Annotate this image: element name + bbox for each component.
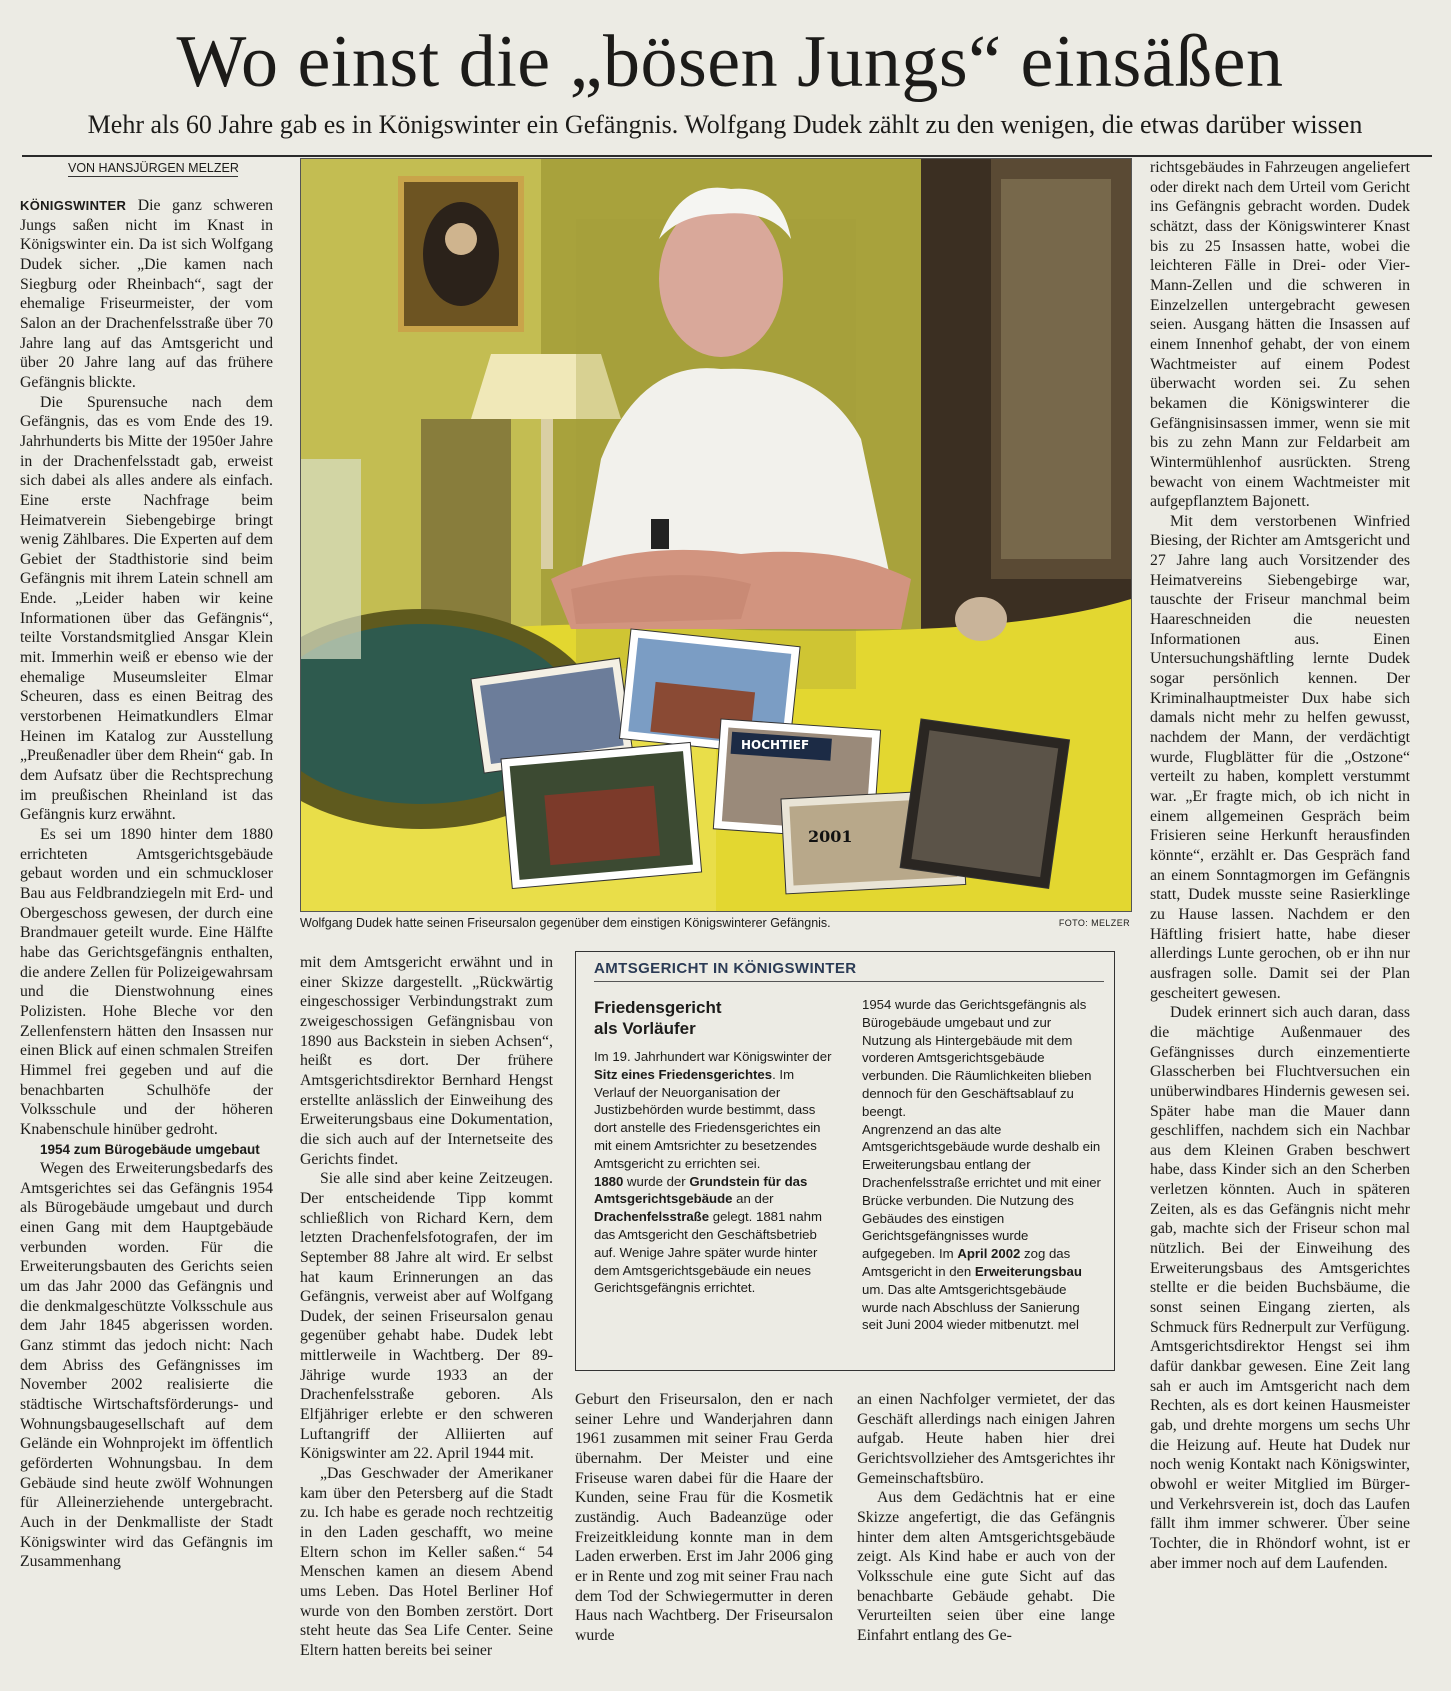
info-box-column-1: [594, 1048, 834, 1366]
byline: VON HANSJÜRGEN MELZER: [68, 161, 239, 175]
info-box-paragraph: Im 19. Jahrhundert war Königswinter der Sitz eines Friedensgerichtes. Im Verlauf der Neuorganisation der Justizbehörden wurde bestimmt, dass dort anstelle des Friedensgerichtes ein mit einem Amtsrichter zu besetzendes Amtsgericht zu errichten sei.: [594, 1049, 832, 1171]
info-box-title-line: als Vorläufer: [594, 1019, 696, 1038]
paragraph: [20, 196, 273, 393]
info-box-title-line: Friedensgericht: [594, 998, 722, 1017]
info-box-column-2: [862, 996, 1102, 1368]
top-rule: [22, 155, 1432, 157]
info-box-paragraph: Angrenzend an das alte Amtsgerichtsgebäude wurde deshalb ein Erweiterungsbau entlang der Drachenfelsstraße errichtet und mit einer Brücke verbunden. Die Nutzung des Gebäudes des einstigen Gerichtsgefängnisses wurde aufgegeben. Im April 2002 zog das Amtsgericht in den Erweiterungsbau um. Das alte Amtsgerichtsgebäude wurde nach Abschluss der Sanierung seit Juni 2004 wieder mitbenutzt. mel: [862, 1121, 1101, 1333]
headline: Wo einst die „bösen Jungs“ einsäßen: [176, 21, 1284, 103]
photo-illustration: [301, 159, 1131, 911]
article-column-1: [20, 196, 273, 1676]
paragraph-text: Die ganz schweren Jungs saßen nicht im Knast in Königswinter ein. Da ist sich Wolfgang Dudek sicher. „Die kamen nach Siegburg oder Rheinbach“, sagt der ehemalige Friseurmeister, der vom Salon an der Drachenfelsstraße über 70 Jahre lang auf das Amtsgericht und über 20 Jahre lang auf das frühere Gefängnis blickte.: [20, 197, 273, 391]
article-column-5: [1150, 158, 1410, 1678]
paragraph: Die Spurensuche nach dem Gefängnis, das es vom Ende des 19. Jahrhunderts bis Mitte der 1950er Jahre in der Drachenfelsstadt gab, erweist sich dabei als alles andere als einfach. Eine erste Nachfrage beim Heimatverein Siebengebirge bringt wenig Zählbares. Die Experten auf dem Gebiet der Stadthistorie sind beim Gefängnis mit ihrem Latein schnell am Ende. „Leider haben wir keine Informationen über das Gefängnis“, teilte Vorstandsmitglied Ansgar Klein mit. Immerhin weiß er ebenso wie der ehemalige Museumsleiter Elmar Scheuren, dass es einen Beitrag des verstorbenen Heimatkundlers Elmar Heinen im Katalog zur Ausstellung „Preußenadler über dem Rhein“ gab. In dem Aufsatz über die Rechtsprechung im preußischen Rheinland ist das Gefängnis kurz erwähnt.: [20, 393, 273, 824]
paragraph: Dudek erinnert sich auch daran, dass die mächtige Außenmauer des Gefängnisses durch einzementierte Glasscherben bei Fluchtversuchen ein unüberwindbares Hindernis gewesen sei. Später habe man die Mauer dann geschliffen, nachdem sich ein Nachbar aus dem Kleinen Graben beschwert habe, dass Kinder sich an den Scherben verletzen könnten. Auch in späteren Zeiten, als es das Gefängnis nicht mehr gab, machte sich der Friseur schon mal nützlich. Bei der Einweihung des Erweiterungsbaus des Amtsgerichtes stellte er die beiden Buchsbäume, die sonst seinen Eingang zierten, als Schmuck fürs Rednerpult zur Verfügung. Amtsgerichtsdirektor Hengst sei ihm dafür dankbar gewesen. Eine Zeit lang sah er auch im Amtsgericht nach dem Rechten, als es dort keinen Hausmeister gab, und drehte morgens um sechs Uhr die Heizung auf. Heute hat Dudek nur noch wenig Kontakt nach Königswinter, obwohl er weiter Mitglied im Bürger- und Verkehrsverein ist, doch das Laufen fällt ihm immer schwerer. Über seine Tochter, die in Rhöndorf wohnt, ist er aber immer noch auf dem Laufenden.: [1150, 1004, 1410, 1572]
paragraph: „Das Geschwader der Amerikaner kam über den Petersberg auf die Stadt zu. Ich habe es gerade noch rechtzeitig in den Laden geschafft, wo meine Eltern schon im Keller saßen.“ 54 Menschen kamen an diesem Abend ums Leben. Das Hotel Berliner Hof wurde von den Bomben zerstört. Dort steht heute das Sea Life Center. Seine Eltern hatten bereits bei seiner: [300, 1465, 553, 1659]
photo-label-sign: HOCHTIEF: [741, 738, 810, 752]
paragraph: mit dem Amtsgericht erwähnt und in einer Skizze dargestellt. „Rückwärtig eingeschossiger Verbindungstrakt zum zweigeschossigen Gefängnisbau von 1890 aus Backstein in sieben Achsen“, heißt es dort. Der frühere Amtsgerichtsdirektor Bernhard Hengst erstellte anlässlich der Einweihung des Erweiterungsbaus eine Dokumentation, die sich auch auf der Internetseite des Gerichts findet.: [300, 954, 553, 1168]
photo-credit: FOTO: MELZER: [1058, 918, 1130, 928]
paragraph: Sie alle sind aber keine Zeitzeugen. Der entscheidende Tipp kommt schließlich von Richard Kern, dem letzten Drachenfelsfotografen, der im September 88 Jahre alt wird. Er selbst hat kaum Erinnerungen an das Gefängnis, verweist aber auf Wolfgang Dudek, der seinen Friseursalon genau gegenüber gehabt habe. Dudek lebt mittlerweile in Wachtberg. Der 89-Jährige wurde 1933 an der Drachenfelsstraße geboren. Als Elfjähriger erlebte er den schweren Luftangriff der Alliierten auf Königswinter am 22. April 1944 mit.: [300, 1170, 553, 1463]
paragraph: Wegen des Erweiterungsbedarfs des Amtsgerichtes sei das Gefängnis 1954 als Bürogebäude umgebaut und durch einen Gang mit dem Hauptgebäude verbunden worden. Für die Erweiterungsbauten des Gerichts seien um das Jahr 2000 das Gefängnis und die denkmalgeschützte Volksschule aus dem Jahr 1845 abgerissen worden. Ganz stimmt das jedoch nicht: Nach dem Abriss des Gefängnisses im November 2002 realisierte die städtische Wirtschaftsförderungs- und Wohnungsbaugesellschaft auf dem Gelände ein Wohnprojekt im öffentlich geförderten Wohnungsbau. In dem Gebäude sind heute zwölf Wohnungen für Alleinerziehende untergebracht. Auch in der Denkmalliste der Stadt Königswinter wird das Gefängnis im Zusammenhang: [20, 1160, 273, 1571]
article-column-4: [857, 1390, 1115, 1676]
info-box-paragraph: 1880 wurde der Grundstein für das Amtsgerichtsgebäude an der Drachenfelsstraße gelegt. 1881 nahm das Amtsgericht den Geschäftsbetrieb auf. Wenige Jahre später wurde hinter dem Amtsgerichtsgebäude ein neues Gerichtsgefängnis errichtet.: [594, 1173, 822, 1296]
paragraph: Mit dem verstorbenen Winfried Biesing, der Richter am Amtsgericht und 27 Jahre lang auch Vorsitzender des Heimatvereins Siebengebirge war, tauschte der Friseur manchmal beim Haareschneiden die neuesten Informationen aus. Einen Untersuchungshäftling lernte Dudek sogar persönlich kennen. Der Kriminalhauptmeister Dux habe sich damals nicht mehr zu helfen gewusst, nachdem der Mann, der verdächtigt wurde, Flugblätter für die „Ostzone“ verteilt zu haben, komplett verstummt war. „Er fragte mich, ob ich nicht in einem allgemeinen Gespräch beim Frisieren seine Herkunft herausfinden könnte“, erzählt er. Das Gespräch fand an einem Sonntagmorgen im Gefängnis statt, Dudek musste seine Rasierklinge zu Hause lassen. Nachdem er den Häftling frisiert hatte, habe dieser allerdings Lunte gerochen, ob er ihn nur ausfragen solle. Damit sei der Plan gescheitert gewesen.: [1150, 512, 1410, 1002]
info-box-paragraph: 1954 wurde das Gerichtsgefängnis als Bürogebäude umgebaut und zur Nutzung als Hintergebäude mit dem vorderen Amtsgerichtsgebäude verbunden. Die Räumlichkeiten blieben dennoch für den Geschäftsablauf zu beengt.: [862, 997, 1092, 1119]
info-box-heading: AMTSGERICHT IN KÖNIGSWINTER: [594, 960, 1104, 982]
paragraph: an einen Nachfolger vermietet, der das Geschäft allerdings nach einigen Jahren aufgab. Heute haben hier drei Gerichtsvollzieher des Amtsgerichtes ihr Gemeinschaftsbüro.: [857, 1391, 1115, 1487]
paragraph: richtsgebäudes in Fahrzeugen angeliefert oder direkt nach dem Urteil vom Gericht ins Gefängnis gebracht worden. Dudek schätzt, dass der Königswinterer Knast bis zu 25 Insassen hatte, wobei die leichteren Fälle in Drei- oder Vier-Mann-Zellen und die schweren in Einzelzellen untergebracht gewesen seien. Ausgang hätten die Insassen auf einem Innenhof gehabt, der von einem Wachtmeister auf einem Podest überwacht worden sei. Zu sehen bekamen die Königswinterer die Gefängnisinsassen immer, wenn sie mit bis zu zehn Mann zur Feldarbeit am Wintermühlenhof ausrückten. Streng bewacht von einem Wachtmeister mit aufgepflanztem Bajonett.: [1150, 159, 1410, 511]
paragraph: Geburt den Friseursalon, den er nach seiner Lehre und Wanderjahren dann 1961 zusammen mit seiner Frau Gerda übernahm. Der Meister und eine Friseuse waren dabei für die Haare der Kunden, seine Frau für die Kosmetik zuständig. Auch Badeanzüge oder Freizeitkleidung konnte man in dem Laden erwerben. Erst im Jahr 2006 ging er in Rente und zog mit seiner Frau nach dem Tod der Schwiegermutter in deren Haus nach Wachtberg. Der Friseursalon wurde: [575, 1391, 833, 1644]
article-column-2: [300, 953, 553, 1676]
subline: Mehr als 60 Jahre gab es in Königswinter ein Gefängnis. Wolfgang Dudek zählt zu den wenigen, die etwas darüber wissen: [87, 110, 1363, 139]
paragraph: Es sei um 1890 hinter dem 1880 errichteten Amtsgerichtsgebäude gebaut worden und ein schmuckloser Bau aus Feldbrandziegeln mit Erd- und Obergeschoss gewesen, der durch eine Brandmauer geteilt wurde. Eine Hälfte habe das Gerichtsgefängnis enthalten, die andere Zellen für Polizeigewahrsam und die Dienstwohnung eines Polizisten. Hohe Bleche vor den Zellenfenstern hätten den Insassen nur einen Blick auf einen schmalen Streifen Himmel frei gegeben und auf die benachbarten Schulhöfe der Volksschule und der höheren Knabenschule hinüber gedroht.: [20, 826, 273, 1138]
subheading: 1954 zum Bürogebäude umgebaut: [40, 1141, 260, 1157]
paragraph: Aus dem Gedächtnis hat er eine Skizze angefertigt, die das Gefängnis hinter dem alten Amtsgerichtsgebäude zeigt. Als Kind habe er auch von der Volksschule eine gute Sicht auf das benachbarte Gebäude gehabt. Die Verurteilten seien über eine lange Einfahrt entlang des Ge-: [857, 1489, 1115, 1644]
photo: [300, 158, 1132, 912]
photo-label-year: 2001: [808, 827, 853, 846]
article-column-3: [575, 1390, 833, 1676]
info-box-title: [594, 997, 834, 1039]
dateline: KÖNIGSWINTER: [20, 198, 127, 213]
photo-caption: Wolfgang Dudek hatte seinen Friseursalon gegenüber dem einstigen Königswinterer Gefängnis.: [300, 916, 831, 930]
